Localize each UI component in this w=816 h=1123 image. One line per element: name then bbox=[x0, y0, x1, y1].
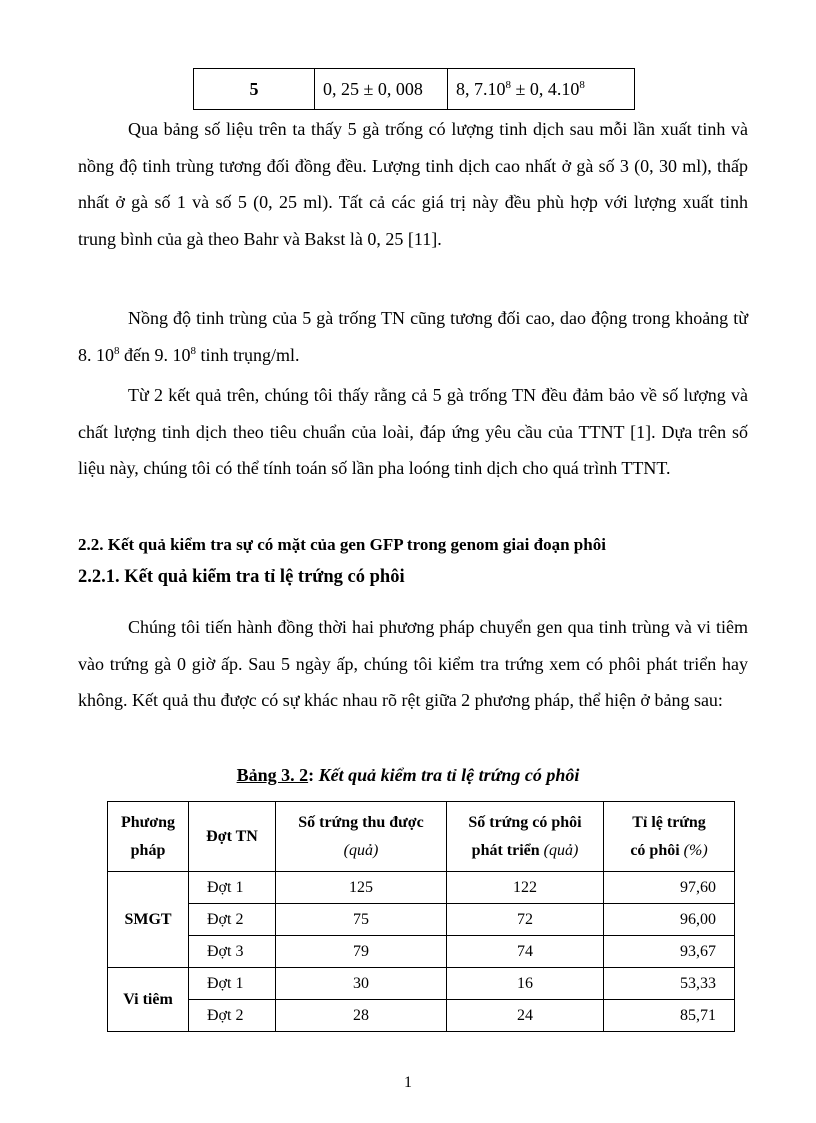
table-row bbox=[108, 872, 735, 904]
header-embryo-line1: Số trứng có phôi bbox=[468, 813, 582, 831]
header-rate-line2: có phôi bbox=[630, 841, 684, 859]
batch-cell: Đợt 1 bbox=[189, 968, 276, 1000]
header-embryo-rate bbox=[604, 802, 735, 872]
conc-error: ± 0, 4.10 bbox=[511, 78, 580, 99]
table-row bbox=[108, 968, 735, 1000]
table-header-row bbox=[108, 802, 735, 872]
table-caption-label: Bảng 3. 2 bbox=[236, 765, 309, 785]
table-caption-title: Kết quả kiểm tra tỉ lệ trứng có phôi bbox=[318, 765, 580, 785]
embryo-rate-table bbox=[107, 801, 735, 1032]
paragraph-methods: Chúng tôi tiến hành đồng thời hai phương pháp chuyển gen qua tinh trùng và vi tiêm vào trứng gà 0 giờ ấp. Sau 5 ngày ấp, chúng tôi kiểm tra trứng xem có phôi phát triển hay không. Kết quả thu được có sự khác nhau rõ rệt giữa 2 phương pháp, thể hiện ở bảng sau: bbox=[78, 617, 748, 711]
paragraph-sperm-concentration bbox=[78, 300, 748, 373]
collected-cell: 79 bbox=[276, 936, 447, 968]
rate-cell: 93,67 bbox=[604, 936, 735, 968]
table-row bbox=[108, 936, 735, 968]
embryo-cell: 16 bbox=[447, 968, 604, 1000]
rate-cell: 97,60 bbox=[604, 872, 735, 904]
collected-cell: 75 bbox=[276, 904, 447, 936]
batch-cell: Đợt 3 bbox=[189, 936, 276, 968]
batch-cell: Đợt 2 bbox=[189, 904, 276, 936]
header-rate-line1: Tỉ lệ trứng bbox=[632, 813, 706, 831]
collected-cell: 28 bbox=[276, 1000, 447, 1032]
batch-cell: Đợt 2 bbox=[189, 1000, 276, 1032]
p2-exponent-1: 8 bbox=[114, 344, 120, 357]
rate-cell: 85,71 bbox=[604, 1000, 735, 1032]
table-row bbox=[108, 904, 735, 936]
method-cell-smgt: SMGT bbox=[108, 872, 189, 968]
paragraph-semen-summary: Qua bảng số liệu trên ta thấy 5 gà trống có lượng tinh dịch sau mỗi lần xuất tinh và nồng độ tinh trùng tương đối đồng đều. Lượng tinh dịch cao nhất ở gà số 3 (0, 30 ml), thấp nhất ở gà số 1 và số 5 (0, 25 ml). Tất cả các giá trị này đều phù hợp với lượng xuất tinh trung bình của gà theo Bahr và Bakst là 0, 25 [11]. bbox=[78, 119, 748, 250]
header-collected-line1: Số trứng thu được bbox=[298, 813, 424, 831]
cell-sperm-concentration bbox=[448, 69, 635, 110]
collected-cell: 125 bbox=[276, 872, 447, 904]
p2-text-a: Nồng độ tinh trùng của 5 gà trống TN cũng tương đối cao, dao động trong khoảng từ 8. 10 bbox=[78, 308, 748, 365]
conc-exponent: 8 bbox=[505, 78, 511, 91]
embryo-cell: 24 bbox=[447, 1000, 604, 1032]
embryo-cell: 74 bbox=[447, 936, 604, 968]
header-rate-unit: (%) bbox=[683, 841, 708, 859]
header-embryo-unit: (quả) bbox=[543, 841, 579, 859]
cell-semen-volume: 0, 25 ± 0, 008 bbox=[315, 69, 448, 110]
header-method-line1: Phương bbox=[120, 813, 176, 831]
header-eggs-with-embryo bbox=[447, 802, 604, 872]
collected-cell: 30 bbox=[276, 968, 447, 1000]
header-embryo-line2: phát triển bbox=[471, 841, 544, 859]
table-row bbox=[108, 1000, 735, 1032]
header-batch: Đợt TN bbox=[189, 802, 276, 872]
rate-cell: 53,33 bbox=[604, 968, 735, 1000]
header-eggs-collected bbox=[276, 802, 447, 872]
conc-error-exponent: 8 bbox=[579, 78, 585, 91]
table-caption bbox=[0, 765, 816, 786]
table-row bbox=[194, 69, 635, 110]
p2-text-b: đến 9. 10 bbox=[119, 344, 191, 365]
batch-cell: Đợt 1 bbox=[189, 872, 276, 904]
method-cell-microinjection: Vi tiêm bbox=[108, 968, 189, 1032]
paragraph-conclusion: Từ 2 kết quả trên, chúng tôi thấy rằng cả 5 gà trống TN đều đảm bảo về số lượng và chất lượng tinh dịch theo tiêu chuẩn của loài, đáp ứng yêu cầu của TTNT [1]. Dựa trên số liệu này, chúng tôi có thể tính toán số lần pha loóng tinh dịch cho quá trình TTNT. bbox=[78, 385, 748, 479]
embryo-cell: 72 bbox=[447, 904, 604, 936]
p2-text-c: tinh trụng/ml. bbox=[196, 344, 300, 365]
conc-mantissa: 8, 7.10 bbox=[456, 78, 506, 99]
header-method bbox=[108, 802, 189, 872]
cell-rooster-id: 5 bbox=[194, 69, 315, 110]
header-collected-unit: (quả) bbox=[343, 841, 379, 859]
previous-table-fragment bbox=[193, 68, 635, 110]
rate-cell: 96,00 bbox=[604, 904, 735, 936]
embryo-cell: 122 bbox=[447, 872, 604, 904]
table-caption-separator: : bbox=[308, 765, 319, 785]
p2-exponent-2: 8 bbox=[190, 344, 196, 357]
header-method-line2: pháp bbox=[130, 841, 166, 859]
page-number: 1 bbox=[404, 1074, 412, 1091]
section-heading-2-2: 2.2. Kết quả kiểm tra sự có mặt của gen GFP trong genom giai đoạn phôi bbox=[78, 535, 606, 554]
section-heading-2-2-1: 2.2.1. Kết quả kiểm tra tỉ lệ trứng có phôi bbox=[78, 567, 405, 587]
